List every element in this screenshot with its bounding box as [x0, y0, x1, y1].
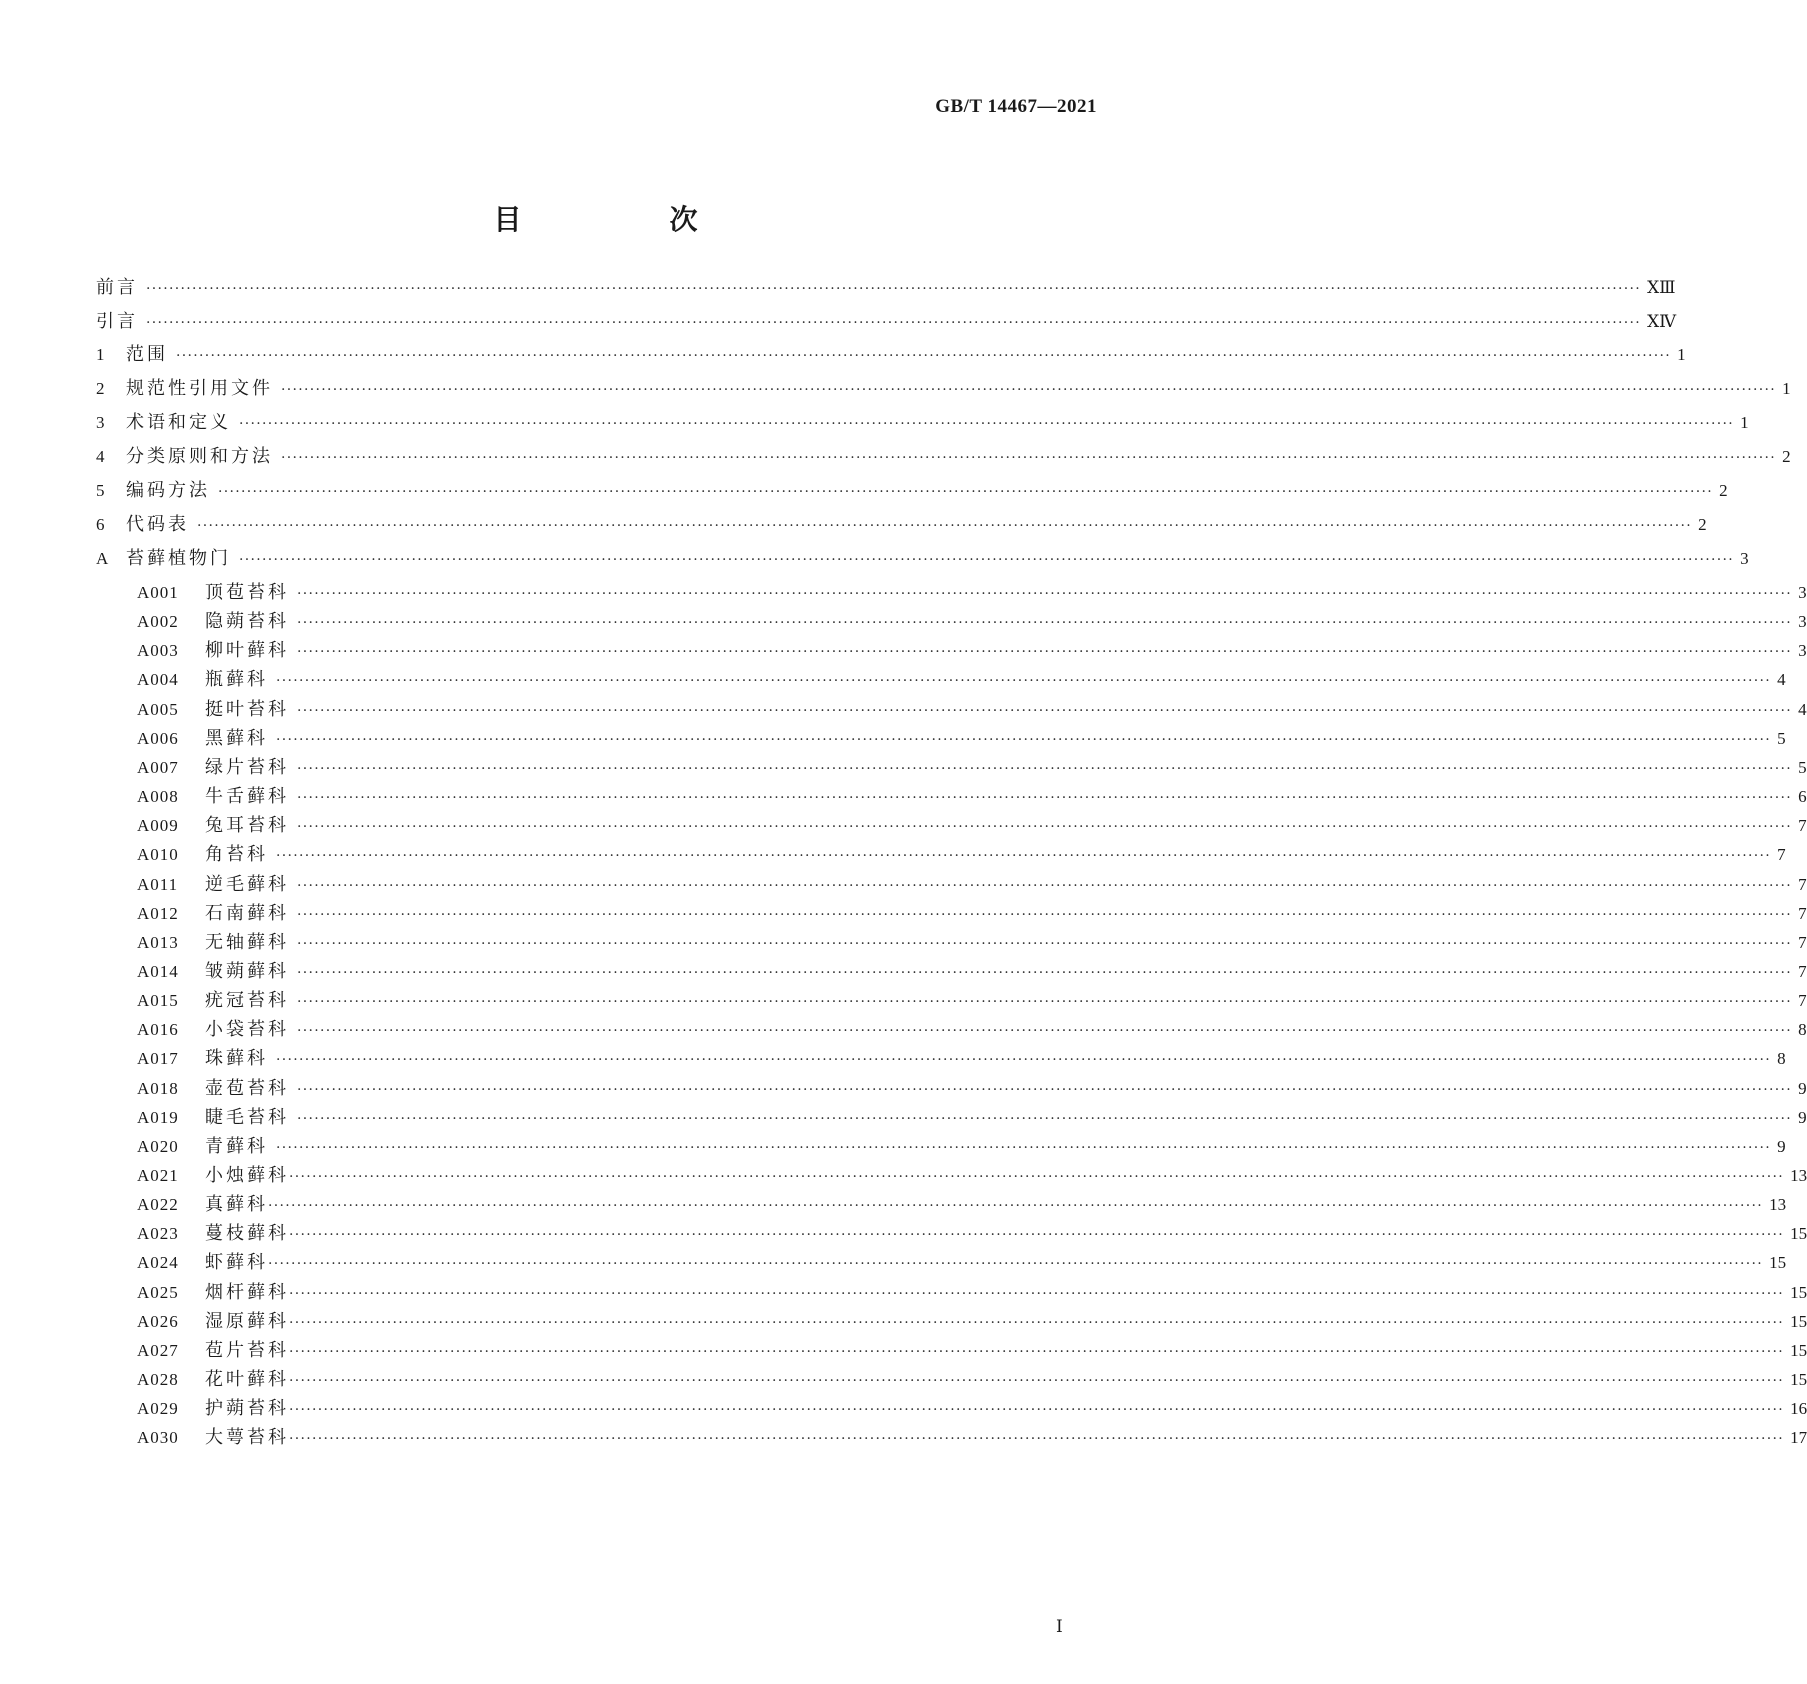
toc-leader-dots: ···································································································································································································································································· — [297, 935, 1793, 952]
toc-entry[interactable] — [137, 1044, 1786, 1072]
toc-entry[interactable] — [96, 408, 1749, 436]
toc-leader-dots: ···································································································································································································································································· — [281, 382, 1777, 398]
toc-leader-dots: ···································································································································································································································································· — [297, 1023, 1793, 1040]
toc-entry-number: A021 — [137, 1166, 179, 1185]
toc-entry-label: 牛舌藓科 — [205, 786, 289, 808]
toc-entry-number: A005 — [137, 699, 179, 719]
toc-entry-page: 4 — [1798, 699, 1807, 719]
toc-entry[interactable] — [137, 753, 1807, 781]
toc-entry[interactable] — [96, 307, 1677, 335]
toc-entry-page: 1 — [1782, 379, 1791, 398]
toc-entry[interactable] — [137, 811, 1807, 839]
toc-entry[interactable] — [96, 273, 1676, 301]
toc-entry-page: 9 — [1777, 1136, 1786, 1156]
toc-entry[interactable] — [137, 1132, 1786, 1160]
toc-entry-page: ⅩⅢ — [1647, 278, 1676, 297]
toc-leader-dots: ···································································································································································································································································· — [297, 964, 1793, 981]
toc-entry[interactable] — [137, 1307, 1807, 1335]
toc-entry-label: 范围 — [126, 344, 168, 365]
toc-leader-dots: ···································································································································································································································································· — [276, 1052, 1772, 1069]
toc-leader-dots: ···································································································································································································································································· — [176, 348, 1672, 364]
page-title: 目 次 — [493, 203, 758, 236]
toc-entry-number: A015 — [137, 991, 179, 1011]
toc-leader-dots: ···································································································································································································································································· — [239, 416, 1735, 432]
toc-entry[interactable] — [137, 1336, 1807, 1364]
toc-entry[interactable] — [137, 986, 1807, 1014]
toc-entry-number: 2 — [96, 379, 105, 398]
toc-entry-number: A012 — [137, 903, 179, 923]
toc-entry-page: 15 — [1790, 1311, 1807, 1331]
toc-leader-dots: ···································································································································································································································································· — [297, 819, 1793, 836]
toc-entry-label: 无轴藓科 — [205, 931, 289, 953]
toc-leader-dots: ···································································································································································································································································· — [297, 615, 1793, 632]
toc-entry-page: 8 — [1777, 1049, 1786, 1069]
toc-entry-number: A022 — [137, 1195, 179, 1215]
toc-leader-dots: ···································································································································································································································································· — [289, 1285, 1785, 1302]
toc-leader-dots: ···································································································································································································································································· — [297, 760, 1793, 777]
toc-entry[interactable] — [137, 695, 1807, 723]
toc-leader-dots: ···································································································································································································································································· — [297, 644, 1793, 661]
toc-entry-label: 瓶藓科 — [205, 669, 268, 691]
toc-entry-number: A028 — [137, 1370, 179, 1390]
toc-leader-dots: ···································································································································································································································································· — [268, 1256, 1764, 1273]
toc-entry-number: 5 — [96, 481, 105, 500]
toc-entry-label: 花叶藓科 — [205, 1369, 289, 1391]
toc-leader-dots: ···································································································································································································································································· — [297, 1110, 1793, 1127]
toc-entry[interactable] — [137, 1394, 1807, 1422]
toc-entry[interactable] — [137, 1015, 1807, 1043]
toc-entry-label: 护蒴苔科 — [205, 1398, 289, 1420]
toc-entry-number: A014 — [137, 961, 179, 981]
toc-entry-number: A — [96, 549, 109, 568]
toc-entry-page: 7 — [1798, 816, 1807, 836]
toc-entry-label: 石南藓科 — [205, 902, 289, 924]
toc-entry-number: A029 — [137, 1399, 179, 1419]
toc-entry[interactable] — [137, 928, 1807, 956]
toc-entry[interactable] — [137, 1219, 1807, 1247]
toc-entry-label: 苔藓植物门 — [126, 548, 231, 569]
toc-entry-page: 7 — [1798, 903, 1807, 923]
toc-entry-page: 7 — [1798, 961, 1807, 981]
toc-entry-number: 6 — [96, 515, 105, 534]
toc-entry-number: A003 — [137, 641, 179, 661]
toc-leader-dots: ···································································································································································································································································· — [289, 1343, 1785, 1360]
toc-entry-page: 15 — [1790, 1370, 1807, 1390]
toc-leader-dots: ···································································································································································································································································· — [289, 1373, 1785, 1390]
toc-entry-label: 真藓科 — [205, 1194, 268, 1216]
toc-entry[interactable] — [137, 1278, 1807, 1306]
toc-entry-number: A013 — [137, 932, 179, 952]
toc-entry-label: 编码方法 — [126, 480, 210, 501]
toc-entry-page: 15 — [1790, 1224, 1807, 1244]
toc-entry-page: 7 — [1798, 932, 1807, 952]
toc-entry[interactable] — [96, 442, 1791, 470]
toc-entry[interactable] — [137, 840, 1786, 868]
toc-entry-label: 疣冠苔科 — [205, 990, 289, 1012]
toc-entry-label: 睫毛苔科 — [205, 1106, 289, 1128]
toc-entry[interactable] — [137, 1190, 1787, 1218]
toc-entry[interactable] — [137, 607, 1807, 635]
toc-entry-number: A016 — [137, 1020, 179, 1040]
toc-entry-page: 3 — [1798, 612, 1807, 632]
toc-entry-page: 1 — [1677, 345, 1686, 364]
toc-entry-page: 7 — [1798, 991, 1807, 1011]
toc-entry-number: A017 — [137, 1049, 179, 1069]
toc-entry-label: 壶苞苔科 — [205, 1077, 289, 1099]
toc-leader-dots: ···································································································································································································································································· — [146, 315, 1642, 331]
toc-leader-dots: ···································································································································································································································································· — [276, 1139, 1772, 1156]
toc-leader-dots: ···································································································································································································································································· — [281, 450, 1777, 466]
toc-entry-page: 5 — [1798, 757, 1807, 777]
toc-entry-number: A030 — [137, 1428, 179, 1448]
toc-entry[interactable] — [96, 476, 1728, 504]
toc-leader-dots: ···································································································································································································································································· — [239, 552, 1735, 568]
toc-entry[interactable] — [137, 1103, 1807, 1131]
toc-entry-label: 湿原藓科 — [205, 1310, 289, 1332]
toc-entry-page: 5 — [1777, 728, 1786, 748]
toc-entry-label: 小袋苔科 — [205, 1019, 289, 1041]
toc-entry-label: 兔耳苔科 — [205, 815, 289, 837]
toc-entry-label: 隐蒴苔科 — [205, 611, 289, 633]
toc-leader-dots: ···································································································································································································································································· — [297, 586, 1793, 602]
toc-entry-page: 15 — [1769, 1253, 1787, 1273]
toc-entry[interactable] — [137, 957, 1807, 985]
toc-entry-number: A001 — [137, 583, 179, 602]
toc-entry-number: A019 — [137, 1107, 179, 1127]
toc-leader-dots: ···································································································································································································································································· — [289, 1314, 1785, 1331]
toc-leader-dots: ···································································································································································································································································· — [297, 702, 1793, 719]
toc-leader-dots: ···································································································································································································································································· — [276, 848, 1772, 865]
toc-entry-number: 4 — [96, 447, 105, 466]
toc-entry-page: 16 — [1790, 1399, 1807, 1419]
toc-entry-number: A026 — [137, 1311, 179, 1331]
toc-entry[interactable] — [137, 1365, 1807, 1393]
toc-entry[interactable] — [137, 1248, 1787, 1276]
toc-leader-dots: ···································································································································································································································································· — [218, 484, 1714, 500]
toc-entry-page: 3 — [1798, 641, 1807, 661]
toc-leader-dots: ···································································································································································································································································· — [289, 1431, 1785, 1448]
toc-entry-label: 逆毛藓科 — [205, 873, 289, 895]
toc-entry-label: 黑藓科 — [205, 727, 268, 749]
toc-entry-page: 7 — [1777, 845, 1786, 865]
toc-entry-label: 苞片苔科 — [205, 1339, 289, 1361]
toc-leader-dots: ···································································································································································································································································· — [146, 281, 1642, 297]
toc-entry-label: 分类原则和方法 — [126, 446, 273, 467]
toc-entry-page: 4 — [1777, 670, 1786, 690]
toc-entry-page: 3 — [1798, 583, 1807, 602]
toc-entry-label: 代码表 — [126, 514, 189, 535]
toc-entry[interactable] — [96, 340, 1686, 368]
toc-entry-page: 2 — [1698, 515, 1707, 534]
toc-entry-label: 虾藓科 — [205, 1252, 268, 1274]
toc-entry-label: 烟杆藓科 — [205, 1281, 289, 1303]
toc-entry-page: 2 — [1782, 447, 1791, 466]
toc-leader-dots: ···································································································································································································································································· — [297, 790, 1793, 807]
toc-entry-label: 青藓科 — [205, 1135, 268, 1157]
toc-entry-page: 6 — [1798, 787, 1807, 807]
toc-entry-page: 17 — [1790, 1428, 1807, 1448]
toc-entry[interactable] — [137, 1423, 1807, 1451]
toc-leader-dots: ···································································································································································································································································· — [289, 1402, 1785, 1419]
toc-entry[interactable] — [137, 899, 1807, 927]
toc-entry-label: 蔓枝藓科 — [205, 1223, 289, 1245]
toc-entry-label: 规范性引用文件 — [126, 378, 273, 399]
toc-entry-page: 15 — [1790, 1340, 1807, 1360]
toc-entry-page: 3 — [1740, 549, 1749, 568]
toc-entry[interactable] — [137, 870, 1807, 898]
toc-leader-dots: ···································································································································································································································································· — [268, 1198, 1764, 1215]
toc-entry-page: 7 — [1798, 874, 1807, 894]
toc-entry-page: 2 — [1719, 481, 1728, 500]
toc-entry-number: 3 — [96, 413, 105, 432]
toc-entry-label: 角苔科 — [205, 844, 268, 866]
toc-entry-number: A018 — [137, 1078, 179, 1098]
footer-page-number: Ⅰ — [1056, 1617, 1063, 1636]
toc-entry-number: A024 — [137, 1253, 179, 1273]
toc-entry-number: A007 — [137, 757, 179, 777]
toc-entry-label: 绿片苔科 — [205, 756, 289, 778]
toc-entry-label: 引言 — [96, 311, 138, 332]
toc-entry-number: A020 — [137, 1136, 179, 1156]
toc-entry-label: 大萼苔科 — [205, 1427, 289, 1449]
toc-entry-number: A009 — [137, 816, 179, 836]
toc-entry-label: 皱蒴藓科 — [205, 960, 289, 982]
toc-entry-page: 1 — [1740, 413, 1749, 432]
toc-entry-number: A004 — [137, 670, 179, 690]
toc-leader-dots: ···································································································································································································································································· — [289, 1227, 1785, 1244]
toc-entry-label: 前言 — [96, 277, 138, 298]
toc-entry-label: 珠藓科 — [205, 1048, 268, 1070]
toc-entry-number: 1 — [96, 345, 105, 364]
toc-entry-page: 9 — [1798, 1078, 1807, 1098]
toc-entry-number: A010 — [137, 845, 179, 865]
toc-entry-label: 挺叶苔科 — [205, 698, 289, 720]
toc-entry[interactable] — [96, 544, 1749, 572]
toc-entry[interactable] — [96, 510, 1707, 538]
toc-entry-number: A023 — [137, 1224, 179, 1244]
toc-entry-label: 小烛藓科 — [205, 1165, 289, 1186]
toc-entry[interactable] — [137, 1074, 1807, 1102]
toc-leader-dots: ···································································································································································································································································· — [297, 877, 1793, 894]
toc-entry[interactable] — [137, 636, 1807, 664]
toc-entry-page: ⅩⅣ — [1647, 312, 1677, 331]
toc-leader-dots: ···································································································································································································································································· — [297, 1081, 1793, 1098]
toc-entry[interactable] — [137, 724, 1786, 752]
standard-code: GB/T 14467—2021 — [935, 96, 1097, 117]
toc-entry-page: 8 — [1798, 1020, 1807, 1040]
toc-entry-page: 13 — [1769, 1195, 1787, 1215]
toc-entry-number: A002 — [137, 612, 179, 632]
toc-entry[interactable] — [137, 782, 1807, 810]
toc-entry[interactable] — [137, 578, 1807, 606]
toc-entry-page: 13 — [1790, 1166, 1807, 1185]
toc-entry[interactable] — [137, 665, 1786, 693]
toc-entry-number: A008 — [137, 787, 179, 807]
toc-entry-number: A027 — [137, 1340, 179, 1360]
toc-entry-number: A006 — [137, 728, 179, 748]
toc-entry-page: 15 — [1790, 1282, 1807, 1302]
toc-entry[interactable] — [137, 1161, 1807, 1189]
toc-entry[interactable] — [96, 374, 1791, 402]
toc-leader-dots: ···································································································································································································································································· — [289, 1169, 1785, 1185]
toc-leader-dots: ···································································································································································································································································· — [297, 994, 1793, 1011]
toc-entry-number: A025 — [137, 1282, 179, 1302]
toc-entry-label: 术语和定义 — [126, 412, 231, 433]
toc-entry-label: 柳叶藓科 — [205, 640, 289, 662]
toc-entry-page: 9 — [1798, 1107, 1807, 1127]
toc-leader-dots: ···································································································································································································································································· — [276, 673, 1772, 690]
toc-leader-dots: ···································································································································································································································································· — [276, 731, 1772, 748]
toc-entry-label: 顶苞苔科 — [205, 582, 289, 603]
toc-leader-dots: ···································································································································································································································································· — [297, 906, 1793, 923]
toc-leader-dots: ···································································································································································································································································· — [197, 518, 1693, 534]
toc-entry-number: A011 — [137, 874, 179, 894]
